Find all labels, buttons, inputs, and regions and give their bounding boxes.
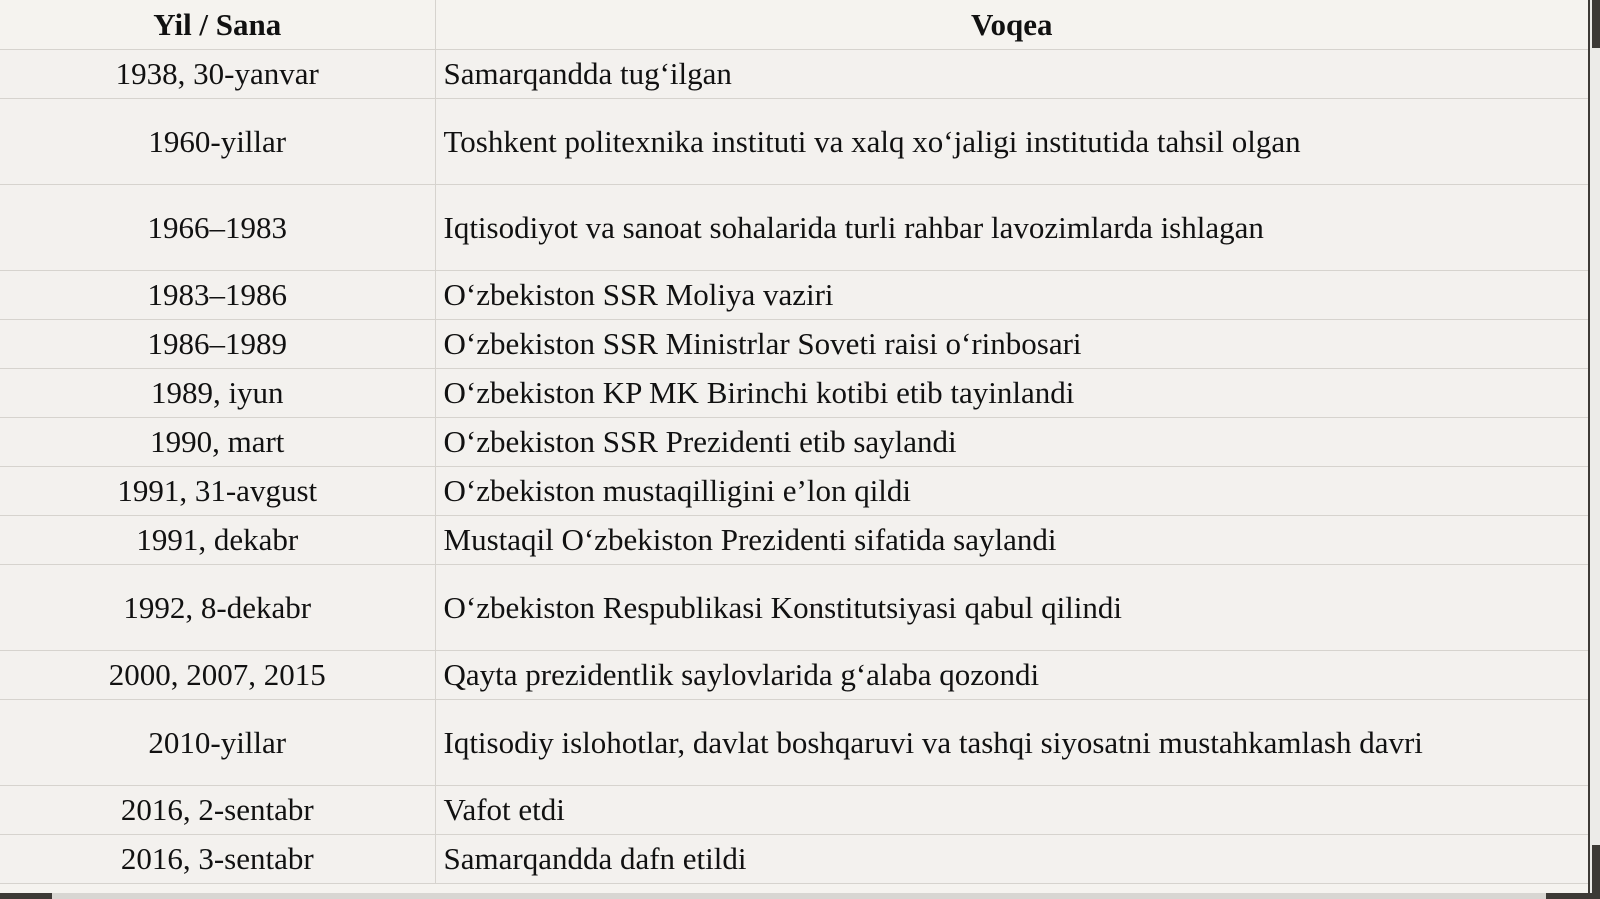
row-date: 1991, 31-avgust: [0, 467, 435, 516]
row-event: Mustaqil O‘zbekiston Prezidenti sifatida saylandi: [435, 516, 1588, 565]
row-event: Toshkent politexnika instituti va xalq xo‘jaligi institutida tahsil olgan: [435, 99, 1588, 185]
row-event: Samarqandda dafn etildi: [435, 835, 1588, 884]
table-body: [0, 50, 1588, 884]
row-event: Iqtisodiyot va sanoat sohalarida turli rahbar lavozimlarda ishlagan: [435, 185, 1588, 271]
row-event: Vafot etdi: [435, 786, 1588, 835]
row-event: O‘zbekiston SSR Prezidenti etib saylandi: [435, 418, 1588, 467]
row-event: O‘zbekiston mustaqilligini e’lon qildi: [435, 467, 1588, 516]
table-row: [0, 99, 1588, 185]
row-date: 2016, 3-sentabr: [0, 835, 435, 884]
table-row: [0, 320, 1588, 369]
row-date: 1992, 8-dekabr: [0, 565, 435, 651]
row-date: 1986–1989: [0, 320, 435, 369]
row-date: 1983–1986: [0, 271, 435, 320]
window-right-edge: [1588, 0, 1600, 899]
row-date: 1991, dekabr: [0, 516, 435, 565]
window-bottom-edge: [0, 893, 1600, 899]
row-date: 2010-yillar: [0, 700, 435, 786]
table-row: [0, 835, 1588, 884]
table-row: [0, 786, 1588, 835]
table-row: [0, 651, 1588, 700]
row-event: O‘zbekiston KP MK Birinchi kotibi etib tayinlandi: [435, 369, 1588, 418]
table-row: [0, 271, 1588, 320]
row-date: 1938, 30-yanvar: [0, 50, 435, 99]
table-row: [0, 418, 1588, 467]
row-date: 2000, 2007, 2015: [0, 651, 435, 700]
row-event: Qayta prezidentlik saylovlarida g‘alaba qozondi: [435, 651, 1588, 700]
row-event: Iqtisodiy islohotlar, davlat boshqaruvi va tashqi siyosatni mustahkamlash davri: [435, 700, 1588, 786]
row-date: 2016, 2-sentabr: [0, 786, 435, 835]
row-event: O‘zbekiston SSR Ministrlar Soveti raisi o‘rinbosari: [435, 320, 1588, 369]
header-date: Yil / Sana: [0, 0, 435, 50]
table-row: [0, 185, 1588, 271]
table-row: [0, 50, 1588, 99]
table-header-row: [0, 0, 1588, 50]
row-date: 1990, mart: [0, 418, 435, 467]
header-event: Voqea: [435, 0, 1588, 50]
table-row: [0, 369, 1588, 418]
table-row: [0, 700, 1588, 786]
row-date: 1966–1983: [0, 185, 435, 271]
row-event: Samarqandda tug‘ilgan: [435, 50, 1588, 99]
row-event: O‘zbekiston SSR Moliya vaziri: [435, 271, 1588, 320]
row-date: 1989, iyun: [0, 369, 435, 418]
table-row: [0, 467, 1588, 516]
table-row: [0, 516, 1588, 565]
row-date: 1960-yillar: [0, 99, 435, 185]
table-row: [0, 565, 1588, 651]
row-event: O‘zbekiston Respublikasi Konstitutsiyasi qabul qilindi: [435, 565, 1588, 651]
